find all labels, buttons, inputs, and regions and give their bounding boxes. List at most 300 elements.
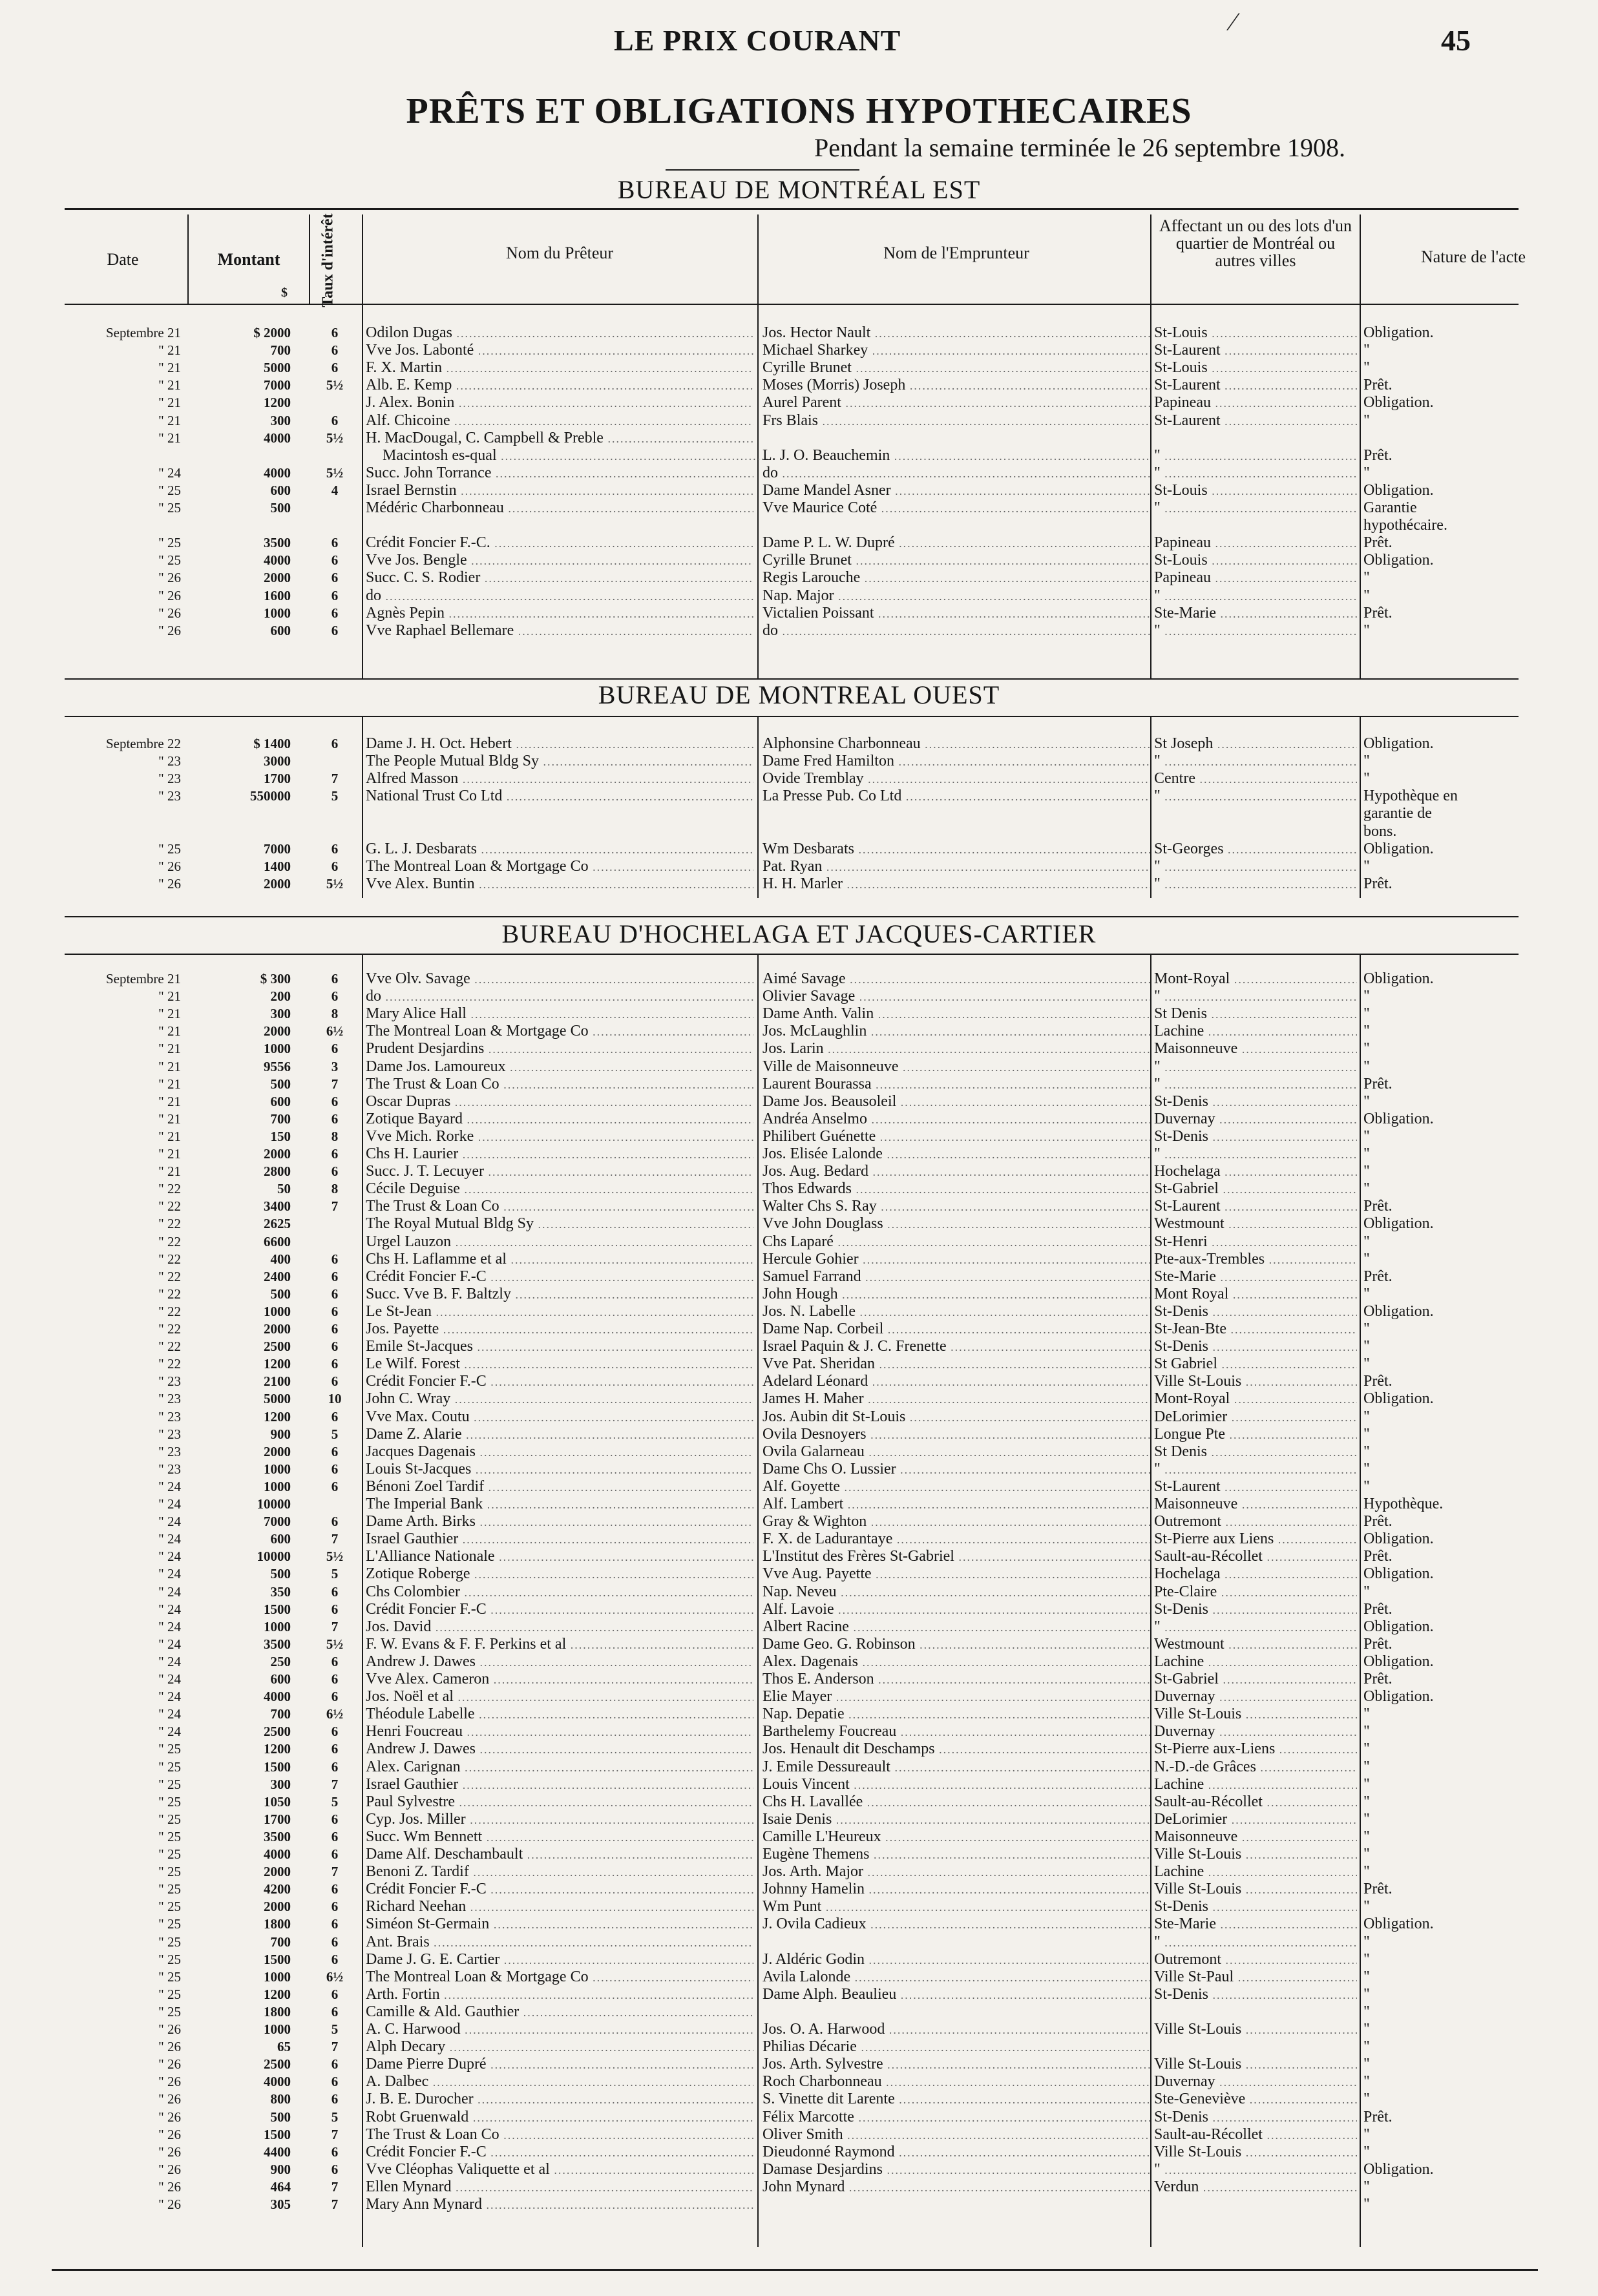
date-cell: " 26 — [158, 588, 181, 603]
table-row — [0, 1828, 1598, 1846]
rate-cell: 6 — [331, 971, 339, 986]
borrower-cell: Thos E. Anderson ..... — [762, 1671, 1150, 1689]
rate-cell: 5½ — [326, 377, 344, 393]
place-cell: St-Denis ..... — [1154, 1986, 1357, 2004]
place-cell: Westmount ..... — [1154, 1215, 1357, 1233]
lender-cell: Odilon Dugas ..... — [366, 324, 753, 342]
rate-cell: 6 — [331, 1479, 339, 1494]
nature-cell: " — [1363, 2038, 1370, 2055]
borrower-cell: Moses (Morris) Joseph ..... — [762, 377, 1150, 395]
lender-cell: Arth. Fortin ..... — [366, 1986, 753, 2004]
borrower-cell: Jos. Elisée Lalonde ..... — [762, 1145, 1150, 1164]
place-cell: Papineau ..... — [1154, 569, 1357, 587]
place-cell: " ..... — [1154, 788, 1357, 806]
borrower-cell: Wm Desbarats ..... — [762, 840, 1150, 859]
lender-cell: The Trust & Loan Co ..... — [366, 2126, 753, 2144]
nature-cell: " — [1363, 1461, 1370, 1477]
table-row — [0, 1496, 1598, 1513]
date-cell: " 23 — [158, 1391, 181, 1406]
nature-cell: " — [1363, 622, 1370, 639]
lender-cell: Siméon St-Germain ..... — [366, 1915, 753, 1934]
amount-cell: 1200 — [264, 1741, 291, 1757]
nature-cell: " — [1363, 464, 1370, 481]
borrower-cell: Laurent Bourassa ..... — [762, 1076, 1150, 1094]
lender-cell: Macintosh es-qual ..... — [366, 447, 770, 465]
date-cell: " 26 — [158, 2144, 181, 2160]
place-cell: " ..... — [1154, 622, 1357, 640]
borrower-cell: Dame Anth. Valin ..... — [762, 1005, 1150, 1023]
table-row — [0, 1426, 1598, 1443]
lender-cell: Vve Raphael Bellemare ..... — [366, 622, 753, 640]
table-row — [0, 2161, 1598, 2178]
lender-cell: Zotique Roberge ..... — [366, 1565, 753, 1583]
date-cell: " 23 — [158, 1426, 181, 1442]
running-head — [0, 23, 1598, 62]
rate-cell: 6 — [331, 1444, 339, 1459]
date-cell: " 21 — [158, 342, 181, 358]
borrower-cell: Dame P. L. W. Dupré ..... — [762, 534, 1150, 552]
date-cell: " 26 — [158, 605, 181, 621]
lender-cell: Crédit Foncier F.-C ..... — [366, 2144, 753, 2162]
nature-cell: " — [1363, 2021, 1370, 2038]
column-header-date: Date — [107, 250, 139, 269]
amount-cell: 1500 — [264, 2127, 291, 2142]
nature-cell: " — [1363, 1426, 1370, 1443]
borrower-cell: J. Emile Dessureault ..... — [762, 1759, 1150, 1777]
table-row — [0, 1951, 1598, 1968]
rate-cell: 6 — [331, 1952, 339, 1967]
rate-cell: 6 — [331, 1111, 339, 1127]
borrower-cell: do ..... — [762, 622, 1150, 640]
place-cell: Hochelaga ..... — [1154, 1163, 1357, 1181]
amount-cell: 1050 — [264, 1794, 291, 1810]
amount-cell: 3500 — [264, 1636, 291, 1652]
amount-cell: 3500 — [264, 1829, 291, 1844]
date-cell: " 26 — [158, 2056, 181, 2072]
amount-cell: 10000 — [257, 1496, 291, 1512]
date-cell: " 21 — [158, 430, 181, 446]
amount-cell: 4200 — [264, 1881, 291, 1897]
lender-cell: Paul Sylvestre ..... — [366, 1793, 753, 1811]
table-row — [0, 1443, 1598, 1461]
borrower-cell: Chs H. Lavallée ..... — [762, 1793, 1150, 1811]
place-cell: Maisonneuve ..... — [1154, 1040, 1357, 1058]
nature-cell: Prêt. — [1363, 377, 1393, 393]
place-cell: Ste-Marie ..... — [1154, 1268, 1357, 1286]
date-cell: " 24 — [158, 1514, 181, 1529]
borrower-cell: Jos. Arth. Major ..... — [762, 1863, 1150, 1881]
place-cell: " ..... — [1154, 2161, 1357, 2179]
date-cell: " 22 — [158, 1304, 181, 1319]
date-cell: " 22 — [158, 1339, 181, 1354]
date-cell: " 25 — [158, 1952, 181, 1967]
nature-cell: " — [1363, 1759, 1370, 1775]
nature-cell: bons. — [1363, 823, 1397, 840]
table-row — [0, 1846, 1598, 1863]
rate-cell: 6 — [331, 1916, 339, 1932]
nature-cell: " — [1363, 1408, 1370, 1425]
rate-cell: 6 — [331, 360, 339, 375]
amount-cell: 4000 — [264, 2074, 291, 2089]
amount-cell: 900 — [270, 1426, 291, 1442]
amount-cell: 800 — [270, 2091, 291, 2107]
date-cell: " 25 — [158, 2004, 181, 2019]
date-cell: " 25 — [158, 1899, 181, 1914]
amount-cell: 500 — [270, 2109, 291, 2125]
place-cell: St Joseph ..... — [1154, 735, 1357, 753]
nature-cell: Prêt. — [1363, 1636, 1393, 1653]
section-title-est: BUREAU DE MONTRÉAL EST — [617, 175, 981, 204]
lender-cell: National Trust Co Ltd ..... — [366, 788, 753, 806]
lender-cell: Succ. Wm Bennett ..... — [366, 1828, 753, 1846]
lender-cell: J. Alex. Bonin ..... — [366, 394, 753, 412]
date-cell: " 25 — [158, 483, 181, 498]
section-rule — [65, 954, 1519, 955]
rate-cell: 5 — [331, 1426, 339, 1442]
lender-cell: The Trust & Loan Co ..... — [366, 1076, 753, 1094]
rate-cell: 6½ — [326, 1706, 344, 1722]
date-cell: " 25 — [158, 1881, 181, 1897]
place-cell: St-Gabriel ..... — [1154, 1671, 1357, 1689]
table-row — [0, 823, 1598, 840]
nature-cell: " — [1363, 342, 1370, 359]
place-cell: Papineau ..... — [1154, 534, 1357, 552]
nature-cell: Obligation. — [1363, 2161, 1434, 2178]
table-row — [0, 1461, 1598, 1478]
date-cell: " 24 — [158, 1619, 181, 1634]
date-cell: " 25 — [158, 841, 181, 857]
borrower-cell: Chs Laparé ..... — [762, 1233, 1150, 1251]
section-title-hochelaga: BUREAU D'HOCHELAGA ET JACQUES-CARTIER — [501, 919, 1097, 948]
nature-cell: Obligation. — [1363, 1688, 1434, 1705]
place-cell: St-Laurent ..... — [1154, 342, 1357, 360]
rate-cell: 6 — [331, 588, 339, 603]
borrower-cell: John Mynard ..... — [762, 2178, 1150, 2197]
place-cell: Sault-au-Récollet ..... — [1154, 1548, 1357, 1566]
amount-cell: $ 300 — [260, 971, 291, 986]
table-row — [0, 605, 1598, 622]
nature-cell: " — [1363, 2126, 1370, 2143]
place-cell: Mont Royal ..... — [1154, 1286, 1357, 1304]
lender-cell: Dame J. H. Oct. Hebert ..... — [366, 735, 753, 753]
lender-cell: Urgel Lauzon ..... — [366, 1233, 753, 1251]
amount-cell: 5000 — [264, 360, 291, 375]
date-cell: " 26 — [158, 859, 181, 874]
nature-cell: " — [1363, 1863, 1370, 1880]
rate-cell: 6 — [331, 1829, 339, 1844]
place-cell: Verdun ..... — [1154, 2178, 1357, 2197]
table-row — [0, 1513, 1598, 1530]
amount-cell: 2500 — [264, 1724, 291, 1739]
table-row — [0, 1198, 1598, 1215]
amount-cell: 900 — [270, 2162, 291, 2177]
borrower-cell: Nap. Major ..... — [762, 587, 1150, 605]
amount-cell: 4000 — [264, 1689, 291, 1704]
lender-cell: Crédit Foncier F.-C ..... — [366, 1373, 753, 1391]
borrower-cell: Camille L'Heureux ..... — [762, 1828, 1150, 1846]
page-number: 45 — [1441, 24, 1471, 57]
place-cell: St Gabriel ..... — [1154, 1355, 1357, 1373]
date-cell: " 24 — [158, 1531, 181, 1547]
rate-cell: 6 — [331, 1689, 339, 1704]
table-row — [0, 1320, 1598, 1338]
amount-cell: 1000 — [264, 1461, 291, 1477]
date-cell: " 21 — [158, 1111, 181, 1127]
amount-cell: 1500 — [264, 1759, 291, 1775]
rate-cell: 7 — [331, 2197, 339, 2212]
table-row — [0, 342, 1598, 359]
date-cell: " 24 — [158, 1636, 181, 1652]
title-underline — [666, 169, 859, 171]
table-row — [0, 2091, 1598, 2108]
table-row — [0, 1688, 1598, 1706]
amount-cell: 1000 — [264, 605, 291, 621]
amount-cell: 2800 — [264, 1164, 291, 1179]
table-row — [0, 2196, 1598, 2213]
table-row — [0, 1128, 1598, 1145]
date-cell: " 22 — [158, 1198, 181, 1214]
table-row — [0, 1076, 1598, 1093]
place-cell: Outremont ..... — [1154, 1513, 1357, 1531]
borrower-cell: Gray & Wighton ..... — [762, 1513, 1150, 1531]
place-cell: Outremont ..... — [1154, 1951, 1357, 1969]
date-cell: " 21 — [158, 360, 181, 375]
nature-cell: " — [1363, 1251, 1370, 1268]
rate-cell: 6 — [331, 1251, 339, 1267]
nature-cell: Prêt. — [1363, 1076, 1393, 1092]
date-cell: " 26 — [158, 2074, 181, 2089]
amount-cell: 2000 — [264, 1321, 291, 1337]
rate-cell: 6 — [331, 1304, 339, 1319]
borrower-cell: Nap. Depatie ..... — [762, 1706, 1150, 1724]
table-row — [0, 1548, 1598, 1565]
borrower-cell: Hercule Gohier ..... — [762, 1251, 1150, 1269]
nature-cell: " — [1363, 1811, 1370, 1828]
date-cell: " 22 — [158, 1216, 181, 1231]
rate-cell: 6 — [331, 1269, 339, 1284]
borrower-cell: James H. Maher ..... — [762, 1390, 1150, 1408]
table-row — [0, 517, 1598, 534]
table-row — [0, 552, 1598, 569]
nature-cell: Prêt. — [1363, 1513, 1393, 1530]
borrower-cell: Thos Edwards ..... — [762, 1180, 1150, 1198]
borrower-cell: Jos. O. A. Harwood ..... — [762, 2021, 1150, 2039]
nature-cell: " — [1363, 2144, 1370, 2160]
borrower-cell: Dame Fred Hamilton ..... — [762, 753, 1150, 771]
place-cell: Longue Pte ..... — [1154, 1426, 1357, 1444]
page-title: PRÊTS ET OBLIGATIONS HYPOTHECAIRES — [406, 91, 1192, 131]
nature-cell: Obligation. — [1363, 1390, 1434, 1407]
date-cell: " 23 — [158, 1373, 181, 1389]
nature-cell: " — [1363, 2196, 1370, 2213]
rate-cell: 6 — [331, 736, 339, 751]
table-row — [0, 1740, 1598, 1758]
nature-cell: " — [1363, 1740, 1370, 1757]
table-row — [0, 1706, 1598, 1723]
nature-cell: " — [1363, 1180, 1370, 1197]
column-header-preteur: Nom du Prêteur — [505, 244, 614, 262]
place-cell: Ste-Marie ..... — [1154, 1915, 1357, 1934]
borrower-cell: J. Aldéric Godin ..... — [762, 1951, 1150, 1969]
nature-cell: Prêt. — [1363, 1601, 1393, 1618]
nature-cell: " — [1363, 1898, 1370, 1915]
amount-cell: 6600 — [264, 1234, 291, 1249]
lender-cell: do ..... — [366, 988, 753, 1006]
amount-cell: 1000 — [264, 1304, 291, 1319]
amount-cell: 4400 — [264, 2144, 291, 2160]
nature-cell: " — [1363, 2056, 1370, 2072]
table-row — [0, 2073, 1598, 2091]
lender-cell: A. Dalbec ..... — [366, 2073, 753, 2091]
borrower-cell: J. Ovila Cadieux ..... — [762, 1915, 1150, 1934]
nature-cell: Prêt. — [1363, 1548, 1393, 1565]
lender-cell: J. B. E. Durocher ..... — [366, 2091, 753, 2109]
date-cell: " 25 — [158, 1794, 181, 1810]
rate-cell: 6½ — [326, 1023, 344, 1039]
amount-cell: 1000 — [264, 1041, 291, 1056]
borrower-cell: Olivier Savage ..... — [762, 988, 1150, 1006]
date-cell: " 25 — [158, 1759, 181, 1775]
amount-cell: 1800 — [264, 2004, 291, 2019]
amount-cell: 200 — [270, 988, 291, 1004]
amount-cell: 2000 — [264, 1444, 291, 1459]
amount-cell: 3400 — [264, 1198, 291, 1214]
place-cell: " ..... — [1154, 587, 1357, 605]
amount-cell: 2500 — [264, 2056, 291, 2072]
table-row — [0, 1811, 1598, 1828]
rate-cell: 5½ — [326, 876, 344, 892]
place-cell: St-Louis ..... — [1154, 324, 1357, 342]
lender-cell: Jacques Dagenais ..... — [366, 1443, 753, 1461]
borrower-cell: Jos. Aubin dit St-Louis ..... — [762, 1408, 1150, 1426]
amount-cell: 600 — [270, 1531, 291, 1547]
borrower-cell: Jos. Hector Nault ..... — [762, 324, 1150, 342]
nature-cell: " — [1363, 1723, 1370, 1740]
borrower-cell: Johnny Hamelin ..... — [762, 1881, 1150, 1899]
nature-cell: Prêt. — [1363, 1373, 1393, 1390]
date-cell: " 25 — [158, 1846, 181, 1862]
rate-cell: 6 — [331, 1461, 339, 1477]
lender-cell: Vve Jos. Labonté ..... — [366, 342, 753, 360]
lender-cell: Vve Jos. Bengle ..... — [366, 552, 753, 570]
table-row — [0, 1286, 1598, 1303]
borrower-cell: Albert Racine ..... — [762, 1618, 1150, 1636]
rate-cell: 3 — [331, 1059, 339, 1074]
borrower-cell: Regis Larouche ..... — [762, 569, 1150, 587]
table-row — [0, 499, 1598, 517]
table-row — [0, 1881, 1598, 1898]
nature-cell: " — [1363, 2003, 1370, 2020]
date-cell: " 25 — [158, 552, 181, 568]
date-cell: Septembre 21 — [105, 971, 181, 986]
table-row — [0, 970, 1598, 988]
nature-cell: " — [1363, 1706, 1370, 1722]
borrower-cell: Dame Mandel Asner ..... — [762, 482, 1150, 500]
running-title: LE PRIX COURANT — [614, 24, 901, 57]
table-row — [0, 2021, 1598, 2038]
borrower-cell: John Hough ..... — [762, 1286, 1150, 1304]
date-cell: " 25 — [158, 1777, 181, 1792]
borrower-cell: L'Institut des Frères St-Gabriel ..... — [762, 1548, 1150, 1566]
lender-cell: Israel Bernstin ..... — [366, 482, 753, 500]
place-cell: Ville St-Louis ..... — [1154, 2056, 1357, 2074]
date-cell: " 23 — [158, 1461, 181, 1477]
rate-cell: 6 — [331, 1811, 339, 1827]
nature-cell: " — [1363, 1986, 1370, 2003]
table-row — [0, 1653, 1598, 1671]
amount-cell: 1200 — [264, 1987, 291, 2002]
lender-cell: The Imperial Bank ..... — [366, 1496, 753, 1514]
date-cell: " 21 — [158, 988, 181, 1004]
amount-cell: 1000 — [264, 1479, 291, 1494]
amount-cell: 50 — [277, 1181, 291, 1196]
table-row — [0, 1968, 1598, 1986]
table-row — [0, 482, 1598, 499]
place-cell: " ..... — [1154, 1076, 1357, 1094]
amount-cell: 1200 — [264, 1356, 291, 1372]
lender-cell: Andrew J. Dawes ..... — [366, 1653, 753, 1671]
place-cell: DeLorimier ..... — [1154, 1408, 1357, 1426]
borrower-cell: Dame Alph. Beaulieu ..... — [762, 1986, 1150, 2004]
nature-cell: " — [1363, 1355, 1370, 1372]
lender-cell: Benoni Z. Tardif ..... — [366, 1863, 753, 1881]
amount-cell: 2000 — [264, 876, 291, 892]
lender-cell: Vve Mich. Rorke ..... — [366, 1128, 753, 1146]
nature-cell: Prêt. — [1363, 2109, 1393, 2125]
nature-cell: " — [1363, 1040, 1370, 1057]
date-cell: " 26 — [158, 2021, 181, 2037]
table-row — [0, 1934, 1598, 1951]
lender-cell: Alex. Carignan ..... — [366, 1759, 753, 1777]
table-row — [0, 1180, 1598, 1198]
amount-cell: 65 — [277, 2039, 291, 2054]
rate-cell: 6 — [331, 1356, 339, 1372]
borrower-cell: Dieudonné Raymond ..... — [762, 2144, 1150, 2162]
lender-cell: Henri Foucreau ..... — [366, 1723, 753, 1741]
lender-cell: Alfred Masson ..... — [366, 770, 753, 788]
column-header-emprunteur: Nom de l'Emprunteur — [883, 244, 1029, 262]
lender-cell: Chs H. Laflamme et al ..... — [366, 1251, 753, 1269]
table-row — [0, 875, 1598, 893]
nature-cell: " — [1363, 1968, 1370, 1985]
place-cell: Ville St-Louis ..... — [1154, 1846, 1357, 1864]
place-cell: " ..... — [1154, 447, 1357, 465]
nature-cell: " — [1363, 359, 1370, 376]
borrower-cell: Victalien Poissant ..... — [762, 605, 1150, 623]
borrower-cell: Ovila Galarneau ..... — [762, 1443, 1150, 1461]
nature-cell: Obligation. — [1363, 1530, 1434, 1547]
nature-cell: Prêt. — [1363, 605, 1393, 621]
table-row — [0, 430, 1598, 447]
amount-cell: 300 — [270, 1006, 291, 1021]
date-cell: " 26 — [158, 2179, 181, 2195]
place-cell: " ..... — [1154, 464, 1357, 483]
table-row — [0, 1163, 1598, 1180]
date-cell: " 25 — [158, 500, 181, 516]
lender-cell: John C. Wray ..... — [366, 1390, 753, 1408]
amount-cell: 700 — [270, 342, 291, 358]
borrower-cell: Walter Chs S. Ray ..... — [762, 1198, 1150, 1216]
table-row — [0, 1005, 1598, 1023]
lender-cell: Zotique Bayard ..... — [366, 1111, 753, 1129]
rate-cell: 6 — [331, 988, 339, 1004]
column-header-lieu: Affectant un ou des lots d'un quartier de Montréal ou autres villes — [1159, 216, 1352, 270]
place-cell: " ..... — [1154, 875, 1357, 893]
lender-cell: Richard Neehan ..... — [366, 1898, 753, 1916]
borrower-cell: Félix Marcotte ..... — [762, 2109, 1150, 2127]
amount-cell: 1800 — [264, 1916, 291, 1932]
place-cell: Sault-au-Récollet ..... — [1154, 1793, 1357, 1811]
